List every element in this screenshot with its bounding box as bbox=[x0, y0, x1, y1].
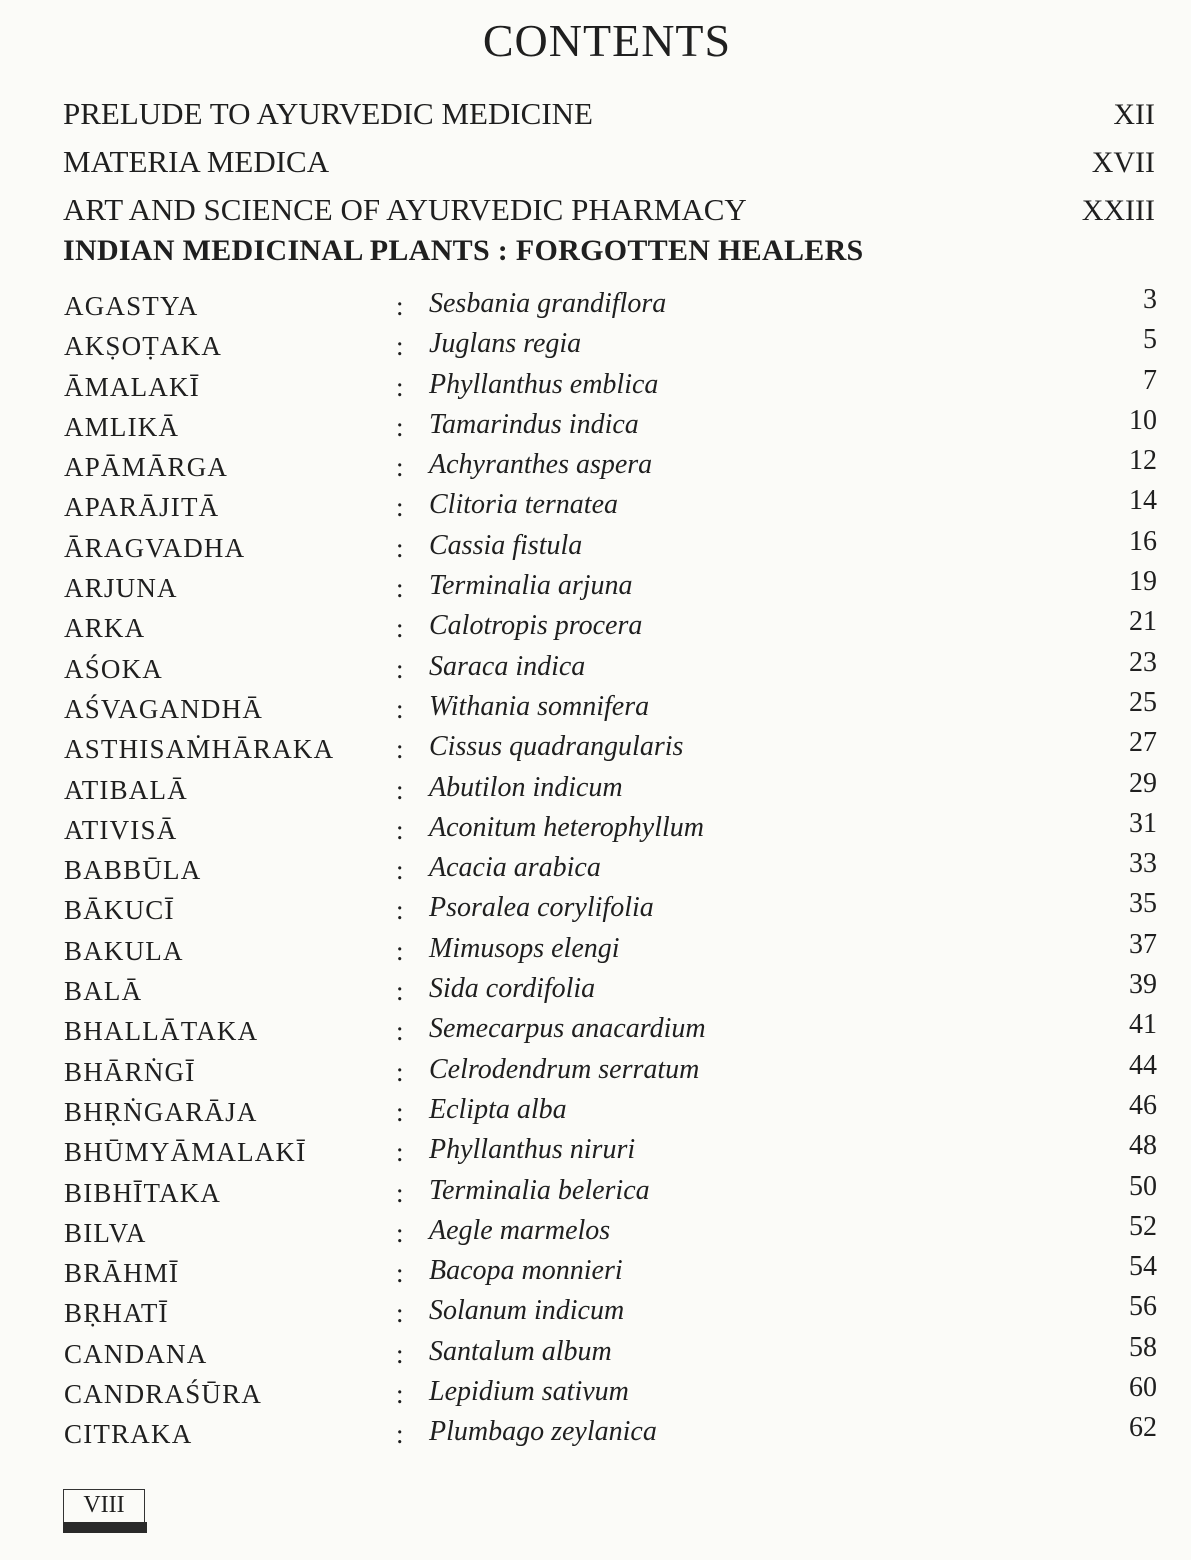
page-number: 62 bbox=[1129, 1412, 1157, 1444]
page-number: 52 bbox=[1129, 1210, 1157, 1242]
page-number: 7 bbox=[1143, 364, 1157, 396]
sanskrit-name: AKṢOṬAKA bbox=[64, 331, 223, 362]
sanskrit-name: BILVA bbox=[64, 1217, 147, 1248]
sanskrit-name: ASTHISAṀHĀRAKA bbox=[64, 734, 335, 765]
separator-colon: : bbox=[396, 532, 404, 563]
page-number: 33 bbox=[1129, 848, 1157, 880]
separator-colon: : bbox=[396, 895, 404, 926]
botanical-name: Plumbago zeylanica bbox=[429, 1416, 657, 1448]
toc-entry[interactable] bbox=[63, 1370, 1157, 1410]
page-number: 14 bbox=[1129, 485, 1157, 517]
toc-entry[interactable] bbox=[63, 1289, 1157, 1329]
sanskrit-name: BIBHĪTAKA bbox=[64, 1177, 222, 1208]
separator-colon: : bbox=[396, 1258, 404, 1289]
botanical-name: Cissus quadrangularis bbox=[429, 731, 684, 763]
page-number: 21 bbox=[1129, 606, 1157, 638]
separator-colon: : bbox=[396, 1379, 404, 1410]
botanical-name: Achyranthes aspera bbox=[429, 449, 653, 481]
toc-entry[interactable] bbox=[63, 363, 1157, 403]
toc-entry[interactable] bbox=[63, 886, 1157, 926]
separator-colon: : bbox=[396, 573, 404, 604]
botanical-name: Aegle marmelos bbox=[429, 1214, 611, 1246]
toc-entry[interactable] bbox=[63, 766, 1157, 806]
toc-entry[interactable] bbox=[63, 282, 1157, 322]
page-title: CONTENTS bbox=[482, 15, 732, 66]
page-number: 41 bbox=[1129, 1009, 1157, 1041]
botanical-name: Psoralea corylifolia bbox=[429, 892, 654, 924]
botanical-name: Mimusops elengi bbox=[429, 932, 620, 964]
toc-entry[interactable] bbox=[63, 1169, 1157, 1209]
separator-colon: : bbox=[396, 452, 404, 483]
front-matter-list bbox=[63, 96, 1155, 240]
botanical-name: Saraca indica bbox=[429, 650, 586, 682]
separator-colon: : bbox=[396, 935, 404, 966]
page-number: 54 bbox=[1129, 1251, 1157, 1283]
botanical-name: Semecarpus anacardium bbox=[429, 1013, 706, 1045]
page-number: 23 bbox=[1129, 646, 1157, 678]
botanical-name: Tamarindus indica bbox=[429, 408, 639, 440]
sanskrit-name: BABBŪLA bbox=[64, 855, 202, 886]
separator-colon: : bbox=[396, 1338, 404, 1369]
toc-entry[interactable] bbox=[63, 524, 1157, 564]
section-heading: INDIAN MEDICINAL PLANTS : FORGOTTEN HEALERS bbox=[63, 234, 864, 267]
page-number: 27 bbox=[1129, 727, 1157, 759]
folio-bar bbox=[63, 1522, 147, 1533]
toc-entry[interactable] bbox=[63, 927, 1157, 967]
botanical-name: Withania somnifera bbox=[429, 690, 650, 722]
toc-entry[interactable] bbox=[63, 1249, 1157, 1289]
folio-page-number: VIII bbox=[63, 1489, 145, 1523]
botanical-name: Phyllanthus niruri bbox=[429, 1134, 636, 1166]
toc-entry[interactable] bbox=[63, 1209, 1157, 1249]
page-number: 56 bbox=[1129, 1291, 1157, 1323]
botanical-name: Cassia fistula bbox=[429, 529, 583, 561]
separator-colon: : bbox=[396, 1137, 404, 1168]
sanskrit-name: BHŪMYĀMALAKĪ bbox=[64, 1137, 307, 1168]
separator-colon: : bbox=[396, 855, 404, 886]
botanical-name: Solanum indicum bbox=[429, 1295, 625, 1327]
front-matter-label: ART AND SCIENCE OF AYURVEDIC PHARMACY bbox=[63, 192, 747, 227]
front-matter-label: PRELUDE TO AYURVEDIC MEDICINE bbox=[63, 96, 593, 131]
separator-colon: : bbox=[396, 1298, 404, 1329]
separator-colon: : bbox=[396, 774, 404, 805]
page-number: 46 bbox=[1129, 1089, 1157, 1121]
page-number: 29 bbox=[1129, 767, 1157, 799]
botanical-name: Clitoria ternatea bbox=[429, 489, 618, 521]
sanskrit-name: CANDRAŚŪRA bbox=[64, 1379, 263, 1410]
separator-colon: : bbox=[396, 1177, 404, 1208]
sanskrit-name: BHĀRṄGĪ bbox=[64, 1056, 196, 1087]
botanical-name: Terminalia arjuna bbox=[429, 570, 633, 602]
separator-colon: : bbox=[396, 976, 404, 1007]
page-number: 50 bbox=[1129, 1170, 1157, 1202]
front-matter-label: MATERIA MEDICA bbox=[63, 144, 330, 179]
botanical-name: Terminalia belerica bbox=[429, 1174, 650, 1206]
sanskrit-name: CANDANA bbox=[64, 1338, 208, 1369]
separator-colon: : bbox=[396, 653, 404, 684]
sanskrit-name: ĀRAGVADHA bbox=[64, 532, 246, 563]
botanical-name: Sesbania grandiflora bbox=[429, 288, 667, 319]
sanskrit-name: APARĀJITĀ bbox=[64, 492, 220, 523]
botanical-name: Sida cordifolia bbox=[429, 973, 596, 1005]
botanical-name: Aconitum heterophyllum bbox=[429, 811, 705, 843]
separator-colon: : bbox=[396, 371, 404, 402]
page-number: 48 bbox=[1129, 1130, 1157, 1162]
botanical-name: Phyllanthus emblica bbox=[429, 368, 659, 400]
botanical-name: Calotropis procera bbox=[429, 610, 643, 642]
toc-entry[interactable] bbox=[63, 403, 1157, 443]
botanical-name: Abutilon indicum bbox=[429, 771, 623, 803]
toc-entry[interactable] bbox=[63, 483, 1157, 523]
botanical-name: Acacia arabica bbox=[429, 852, 601, 884]
sanskrit-name: AŚVAGANDHĀ bbox=[64, 693, 264, 724]
page-number: 3 bbox=[1143, 284, 1157, 315]
separator-colon: : bbox=[396, 734, 404, 765]
separator-colon: : bbox=[396, 693, 404, 724]
botanical-name: Celrodendrum serratum bbox=[429, 1053, 700, 1085]
toc-entry[interactable] bbox=[63, 1128, 1157, 1168]
separator-colon: : bbox=[396, 331, 404, 362]
separator-colon: : bbox=[396, 1056, 404, 1087]
separator-colon: : bbox=[396, 1016, 404, 1047]
sanskrit-name: ATIBALĀ bbox=[64, 774, 188, 805]
sanskrit-name: ARKA bbox=[64, 613, 146, 644]
separator-colon: : bbox=[396, 1419, 404, 1450]
sanskrit-name: CITRAKA bbox=[64, 1419, 193, 1450]
toc-entry[interactable] bbox=[63, 685, 1157, 725]
separator-colon: : bbox=[396, 814, 404, 845]
toc-entry[interactable] bbox=[63, 967, 1157, 1007]
sanskrit-name: ATIVISĀ bbox=[64, 814, 178, 845]
front-matter-item[interactable] bbox=[63, 144, 1155, 192]
page-number: 31 bbox=[1129, 807, 1157, 839]
sanskrit-name: BHALLĀTAKA bbox=[64, 1016, 259, 1047]
front-matter-page: XXIII bbox=[1081, 194, 1155, 227]
toc-entry[interactable] bbox=[63, 1330, 1157, 1370]
botanical-name: Lepidium sativum bbox=[429, 1376, 629, 1408]
page-number: 37 bbox=[1129, 928, 1157, 960]
page-number: 19 bbox=[1129, 566, 1157, 598]
front-matter-page: XVII bbox=[1091, 146, 1155, 179]
toc-entry[interactable] bbox=[63, 846, 1157, 886]
separator-colon: : bbox=[396, 492, 404, 523]
page-number: 10 bbox=[1129, 404, 1157, 436]
sanskrit-name: BHṚṄGARĀJA bbox=[64, 1096, 258, 1127]
separator-colon: : bbox=[396, 1217, 404, 1248]
front-matter-page: XII bbox=[1113, 98, 1155, 131]
page-number: 12 bbox=[1129, 445, 1157, 477]
sanskrit-name: BṚHATĪ bbox=[64, 1298, 169, 1329]
page-number: 44 bbox=[1129, 1049, 1157, 1081]
toc-entry[interactable] bbox=[63, 1088, 1157, 1128]
page-number: 39 bbox=[1129, 969, 1157, 1001]
page-number: 58 bbox=[1129, 1331, 1157, 1363]
sanskrit-name: ĀMALAKĪ bbox=[64, 371, 200, 402]
sanskrit-name: BAKULA bbox=[64, 935, 184, 966]
separator-colon: : bbox=[396, 291, 404, 321]
page-number: 25 bbox=[1129, 686, 1157, 718]
separator-colon: : bbox=[396, 411, 404, 442]
toc-entry[interactable] bbox=[63, 1007, 1157, 1047]
page-number: 5 bbox=[1143, 324, 1157, 356]
toc-entry-list bbox=[63, 282, 1157, 1451]
sanskrit-name: AMLIKĀ bbox=[64, 411, 180, 442]
separator-colon: : bbox=[396, 1096, 404, 1127]
sanskrit-name: BĀKUCĪ bbox=[64, 895, 175, 926]
page-number: 16 bbox=[1129, 525, 1157, 557]
sanskrit-name: BRĀHMĪ bbox=[64, 1258, 180, 1289]
botanical-name: Bacopa monnieri bbox=[429, 1255, 623, 1287]
page-number: 60 bbox=[1129, 1372, 1157, 1404]
toc-entry[interactable] bbox=[63, 1048, 1157, 1088]
sanskrit-name: APĀMĀRGA bbox=[64, 452, 229, 483]
front-matter-item[interactable] bbox=[63, 192, 1155, 240]
separator-colon: : bbox=[396, 613, 404, 644]
sanskrit-name: AŚOKA bbox=[64, 653, 164, 684]
toc-entry[interactable] bbox=[63, 564, 1157, 604]
botanical-name: Eclipta alba bbox=[429, 1093, 567, 1125]
sanskrit-name: AGASTYA bbox=[64, 291, 199, 321]
sanskrit-name: ARJUNA bbox=[64, 573, 178, 604]
toc-entry[interactable] bbox=[63, 725, 1157, 765]
page-number: 35 bbox=[1129, 888, 1157, 920]
botanical-name: Santalum album bbox=[429, 1335, 612, 1367]
front-matter-item[interactable] bbox=[63, 96, 1155, 144]
botanical-name: Juglans regia bbox=[429, 328, 582, 360]
toc-entry[interactable] bbox=[63, 645, 1157, 685]
toc-entry[interactable] bbox=[63, 322, 1157, 362]
toc-entry[interactable] bbox=[63, 1410, 1157, 1450]
toc-entry[interactable] bbox=[63, 443, 1157, 483]
toc-entry[interactable] bbox=[63, 604, 1157, 644]
toc-entry[interactable] bbox=[63, 806, 1157, 846]
sanskrit-name: BALĀ bbox=[64, 976, 143, 1007]
